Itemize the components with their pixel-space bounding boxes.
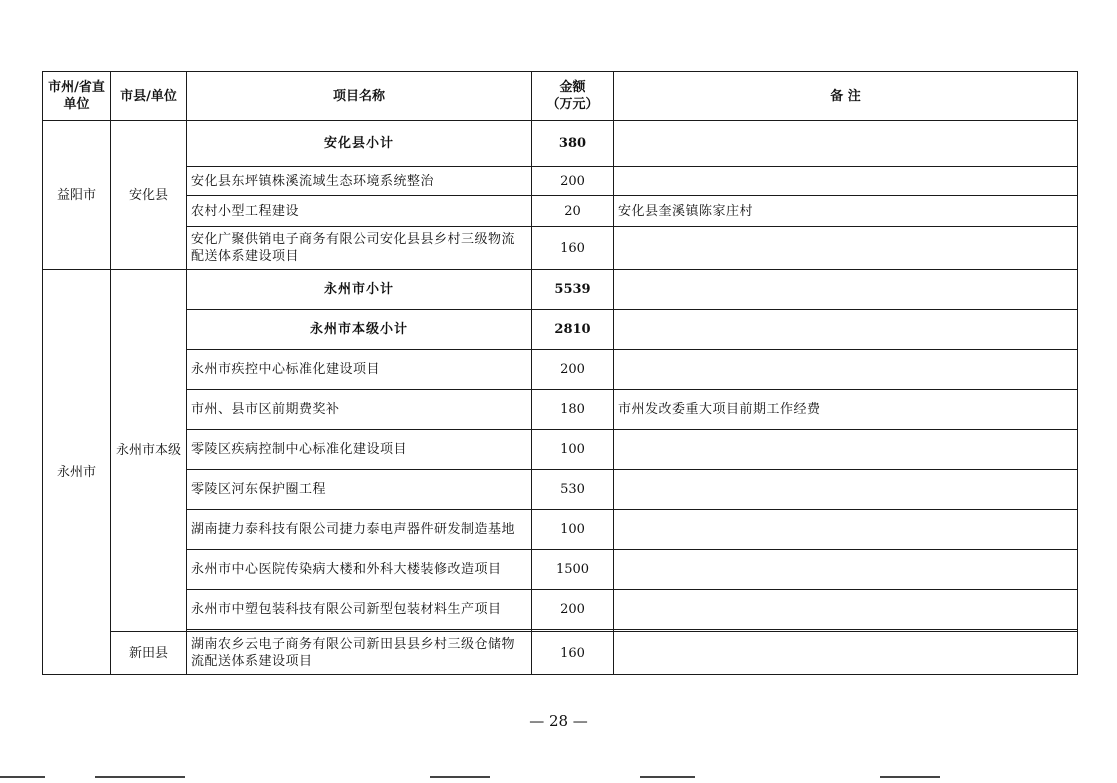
subtotal-label: 安化县小计 — [187, 121, 532, 167]
amount-cell: 160 — [532, 227, 614, 270]
bottom-edge-mark — [0, 776, 45, 778]
note-cell: 安化县奎溪镇陈家庄村 — [614, 196, 1078, 227]
city-cell: 益阳市 — [43, 121, 111, 270]
table-row — [43, 390, 1078, 430]
subtotal-label: 永州市本级小计 — [187, 310, 532, 350]
county-cell: 永州市本级 — [111, 270, 187, 632]
project-name: 湖南农乡云电子商务有限公司新田县县乡村三级仓储物流配送体系建设项目 — [187, 632, 532, 675]
header-county: 市县/单位 — [111, 72, 187, 121]
table-row — [43, 196, 1078, 227]
project-name: 永州市中心医院传染病大楼和外科大楼装修改造项目 — [187, 550, 532, 590]
note-cell — [614, 227, 1078, 270]
table-row — [43, 430, 1078, 470]
project-name: 永州市疾控中心标准化建设项目 — [187, 350, 532, 390]
subtotal-label: 永州市小计 — [187, 270, 532, 310]
note-cell — [614, 590, 1078, 630]
page-number: — 28 — — [529, 712, 588, 730]
amount-cell: 20 — [532, 196, 614, 227]
header-city: 市州/省直 单位 — [43, 72, 111, 121]
amount-cell: 1500 — [532, 550, 614, 590]
project-name: 湖南捷力泰科技有限公司捷力泰电声器件研发制造基地 — [187, 510, 532, 550]
note-cell — [614, 167, 1078, 196]
note-cell — [614, 632, 1078, 675]
note-cell: 市州发改委重大项目前期工作经费 — [614, 390, 1078, 430]
project-name: 市州、县市区前期费奖补 — [187, 390, 532, 430]
table-row — [43, 632, 1078, 675]
bottom-edge-mark — [95, 776, 185, 778]
table-row — [43, 121, 1078, 167]
subtotal-amount: 380 — [532, 121, 614, 167]
subtotal-amount: 5539 — [532, 270, 614, 310]
amount-cell: 160 — [532, 632, 614, 675]
bottom-edge-mark — [880, 776, 940, 778]
table-row — [43, 350, 1078, 390]
header-row — [43, 72, 1078, 121]
note-cell — [614, 350, 1078, 390]
table-row — [43, 270, 1078, 310]
note-cell — [614, 270, 1078, 310]
note-cell — [614, 430, 1078, 470]
amount-cell: 100 — [532, 510, 614, 550]
table-row — [43, 470, 1078, 510]
table-row — [43, 310, 1078, 350]
note-cell — [614, 510, 1078, 550]
table-row — [43, 510, 1078, 550]
amount-cell: 100 — [532, 430, 614, 470]
bottom-edge-mark — [430, 776, 490, 778]
amount-cell: 200 — [532, 350, 614, 390]
table-row — [43, 590, 1078, 630]
amount-cell: 200 — [532, 167, 614, 196]
county-cell: 安化县 — [111, 121, 187, 270]
note-cell — [614, 550, 1078, 590]
project-name: 零陵区疾病控制中心标准化建设项目 — [187, 430, 532, 470]
amount-cell: 180 — [532, 390, 614, 430]
project-name: 永州市中塑包装科技有限公司新型包装材料生产项目 — [187, 590, 532, 630]
city-cell: 永州市 — [43, 270, 111, 675]
table-row — [43, 550, 1078, 590]
header-amount: 金额 （万元） — [532, 72, 614, 121]
bottom-edge-mark — [640, 776, 695, 778]
note-cell — [614, 310, 1078, 350]
note-cell — [614, 121, 1078, 167]
allocation-table — [42, 71, 1078, 675]
project-name: 零陵区河东保护圈工程 — [187, 470, 532, 510]
table-row — [43, 227, 1078, 270]
amount-cell: 530 — [532, 470, 614, 510]
header-note: 备 注 — [614, 72, 1078, 121]
header-project: 项目名称 — [187, 72, 532, 121]
project-name: 农村小型工程建设 — [187, 196, 532, 227]
project-name: 安化广聚供销电子商务有限公司安化县县乡村三级物流配送体系建设项目 — [187, 227, 532, 270]
county-cell: 新田县 — [111, 632, 187, 675]
subtotal-amount: 2810 — [532, 310, 614, 350]
table-row — [43, 167, 1078, 196]
amount-cell: 200 — [532, 590, 614, 630]
project-name: 安化县东坪镇株溪流域生态环境系统整治 — [187, 167, 532, 196]
note-cell — [614, 470, 1078, 510]
